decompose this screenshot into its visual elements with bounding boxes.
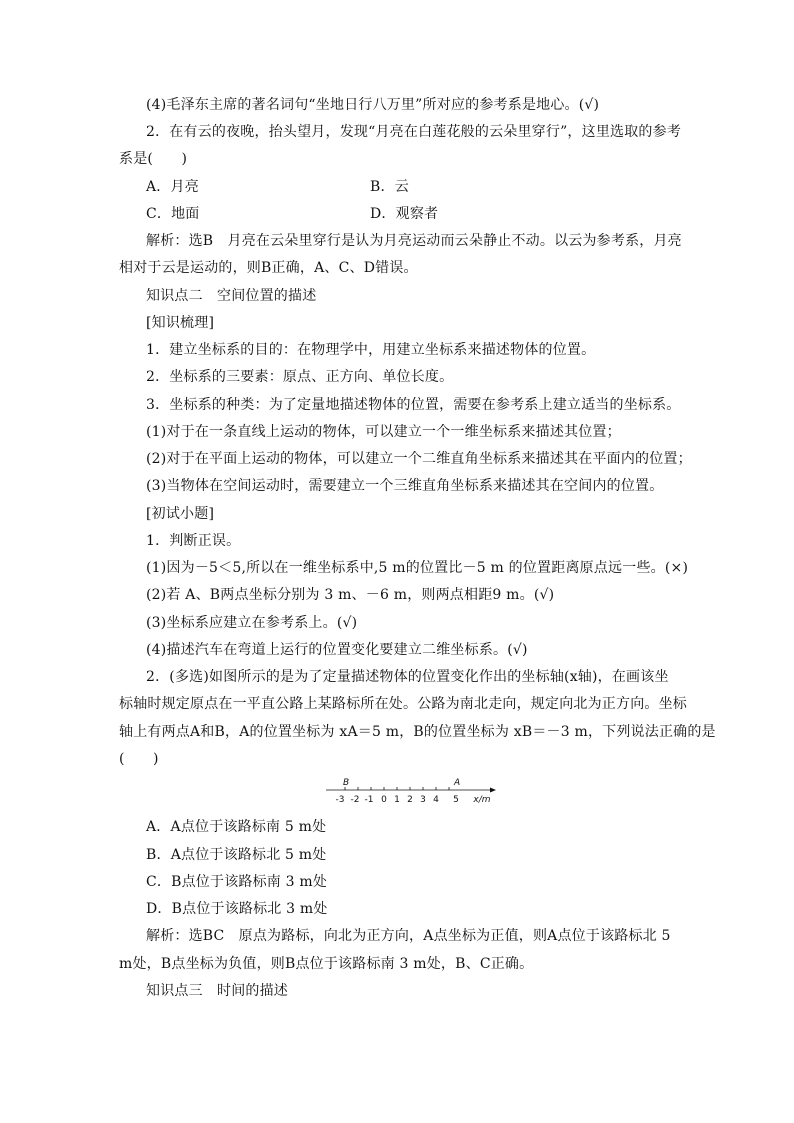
choice-c: C．B点位于该路标南 3 m处 [146,874,328,890]
section-heading-3: 知识点三 时间的描述 [146,983,288,999]
knowledge-sub-2: (2)对于在平面上运动的物体，可以建立一个二维直角坐标系来描述其在平面内的位置； [146,451,692,467]
tick-label: -3 [335,795,345,805]
point-a-label: A [454,778,461,788]
knowledge-item-1: 1．建立坐标系的目的：在物理学中，用建立坐标系来描述物体的位置。 [146,342,596,358]
trial-judgement-2: (2)若 A、B两点坐标分别为 3 m、－6 m，则两点相距9 m。(√) [146,587,555,603]
choice-a: A．A点位于该路标南 5 m处 [146,819,327,835]
knowledge-item-2: 2．坐标系的三要素：原点、正方向、单位长度。 [146,369,454,385]
trial-item-1: 1．判断正误。 [146,533,241,549]
axis-ticks [345,787,449,790]
tick-label: 3 [420,795,426,805]
trial-question-2-cont-2: 轴上有两点A和B，A的位置坐标为 xA＝5 m，B的位置坐标为 xB＝－3 m，下列说法正确的是 [119,724,716,740]
trial-question-2-cont-1: 标轴时规定原点在一平直公路上某路标所在处。公路为南北走向，规定向北为正方向。坐标 [119,696,687,712]
trial-question-2: 2．(多选)如图所示的是为了定量描述物体的位置变化作出的坐标轴(x轴)，在画该坐 [146,669,669,685]
analysis-line-2: 相对于云是运动的，则B正确，A、C、D错误。 [119,260,418,276]
tick-label: 1 [394,795,400,805]
option-a: A．月亮 [146,179,199,195]
point-b-label: B [343,778,350,788]
coordinate-axis-figure [326,776,498,808]
tick-label: 2 [407,795,413,805]
knowledge-sub-3: (3)当物体在空间运动时，需要建立一个三维直角坐标系来描述其在空间内的位置。 [146,478,664,494]
option-d: D．观察者 [370,206,439,222]
trial-judgement-4: (4)描述汽车在弯道上运行的位置变化要建立二维坐标系。(√) [146,642,528,658]
subheading-trial: [初试小题] [146,506,215,522]
tick-label: 5 [453,795,459,805]
axis-unit-label: x/m [473,795,491,805]
axis-arrow [490,788,496,793]
trial-judgement-3: (3)坐标系应建立在参考系上。(√) [146,615,358,631]
question-2-stem-cont: 系是( ) [119,151,188,167]
analysis-line-1: 解析：选B 月亮在云朵里穿行是认为月亮运动而云朵静止不动。以云为参考系，月亮 [146,233,682,249]
question-2-stem: 2．在有云的夜晚，抬头望月，发现“月亮在白莲花般的云朵里穿行”，这里选取的参考 [146,124,682,140]
subheading-knowledge: [知识梳理] [146,315,215,331]
choice-b: B．A点位于该路标北 5 m处 [146,847,327,863]
tick-label: 4 [433,795,439,805]
knowledge-sub-1: (1)对于在一条直线上运动的物体，可以建立一个一维坐标系来描述其位置； [146,424,621,440]
answer-analysis-line-1: 解析：选BC 原点为路标，向北为正方向，A点坐标为正值，则A点位于该路标北 5 [146,928,671,944]
choice-d: D．B点位于该路标北 3 m处 [146,901,328,917]
tick-label: -2 [350,795,360,805]
tick-label: -1 [364,795,374,805]
trial-question-2-blank: ( ) [119,751,159,767]
option-b: B．云 [370,179,409,195]
answer-analysis-line-2: m处，B点坐标为负值，则B点位于该路标南 3 m处，B、C正确。 [119,956,534,972]
knowledge-item-3: 3．坐标系的种类：为了定量地描述物体的位置，需要在参考系上建立适当的坐标系。 [146,397,681,413]
section-heading-2: 知识点二 空间位置的描述 [146,288,317,304]
judgement-item-4: (4)毛泽东主席的著名词句“坐地日行八万里”所对应的参考系是地心。(√) [146,97,600,113]
trial-judgement-1: (1)因为－5＜5,所以在一维坐标系中,5 m的位置比－5 m 的位置距离原点远一些。(×) [146,560,689,576]
tick-label: 0 [381,795,387,805]
option-c: C．地面 [146,206,200,222]
